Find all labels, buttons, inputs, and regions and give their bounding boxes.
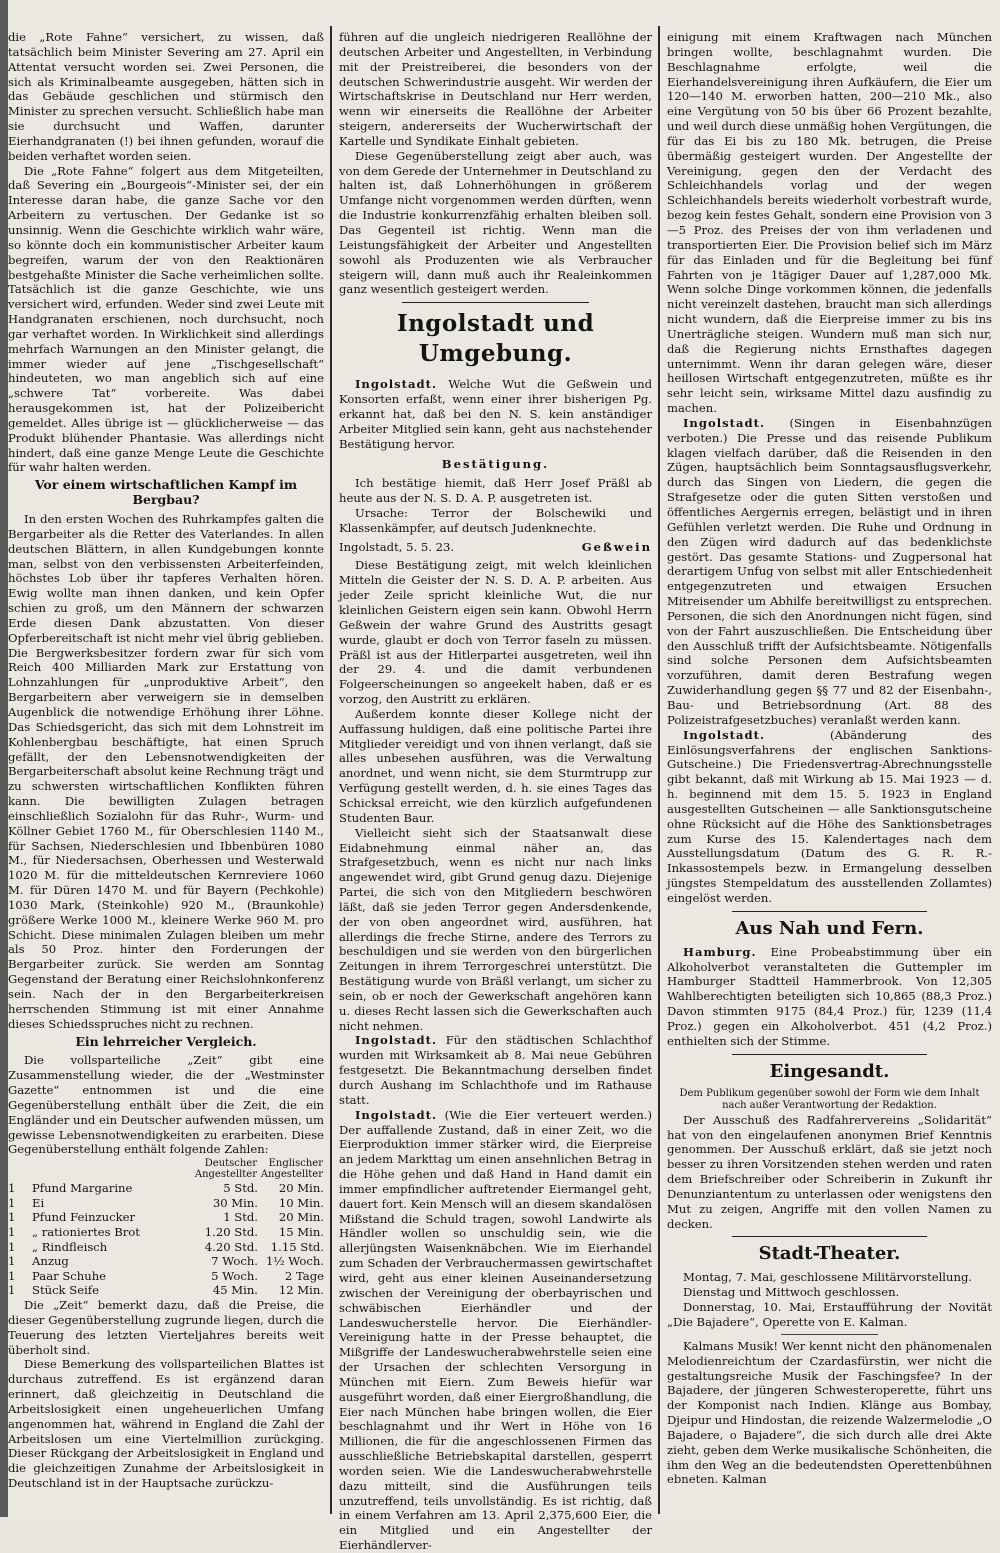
paragraph-text: (Singen in Eisenbahnzügen verboten.) Die Presse und das reisende Publikum klagen vielfach darüber, daß die Reisenden in den Zügen, hauptsächlich beim Sonntagsausflugsverkehr, durch das Singen von Liedern, die gegen die Strafgesetze oder die guten Sitten verstoßen und öffentliches Aergernis erregen, belästigt und in ihren Gefühlen verletzt werden. Die Ruhe und Ordnung in den Zügen wird dadurch auf das bedenklichste gestört. Das gesamte Stations- und Zugpersonal hat derartigem Unfug von selbst mit aller Entschiedenheit entgegenzutreten und etwaigen Ersuchen Mitreisender um Abhilfe bereitwilligst zu entsprechen. Personen, die sich den Anordnungen nicht fügen, sind von der Fahrt auszuschließen. Die Entscheidung über den Ausschluß trifft der Aufsichtsbeamte. Nötigenfalls sind solche Personen dem Aufsichtsbeamten vorzuführen, damit deren Bestrafung wegen Zuwiderhandlung gegen §§ 77 und 82 der Eisenbahn-, Bau- und Betriebsordnung (Art. 88 des Polizeistrafgesetzbuches) veranlaßt werden kann.	[667, 415, 992, 727]
theater-listing: Dienstag und Mittwoch geschlossen.	[683, 1285, 900, 1300]
dateline: Ingolstadt.	[355, 377, 437, 392]
dateline: Ingolstadt.	[683, 727, 765, 742]
dateline: Ingolstadt.	[355, 1033, 437, 1048]
column-rule-2	[658, 26, 660, 1514]
dateline: Ingolstadt.	[355, 1107, 437, 1122]
table-cell-item: Pfund Feinzucker	[32, 1210, 136, 1225]
divider	[732, 1236, 927, 1237]
theater-listing: Montag, 7. Mai, geschlossene Militärvorstellung.	[683, 1270, 973, 1285]
paragraph-text: Welche Wut die Geßwein und Konsorten erfaßt, wenn einer ihrer bisherigen Pg. erkannt hat, daß bei den N. S. kein anständiger Arbeiter Mitglied sein kann, geht aus nachstehender Bestätigung hervor.	[339, 377, 653, 451]
table-row	[8, 1196, 324, 1211]
paragraph: Vielleicht sieht sich der Staatsanwalt diese Eidabnehmung einmal näher an, das Strafgesetzbuch, wenn es nicht nur nach links angewendet wird, gibt Grund genug dazu. Diejenige Partei, die sich von den Mitgliedern beschwören läßt, daß sie jeden Terror gegen Andersdenkende, der von oben angeordnet wird, ausführen, hat allerdings die freche Stirne, andere des Terrors zu beschuldigen und sie werden von den bürgerlichen Zeitungen in ihrem Terrorgeschrei unterstützt. Die Bestätigung wurde von Bräßl verlangt, um sicher zu sein, ob er noch der Gewerkschaft angehören kann u. dieses Recht lassen sich die Gewerkschaften auch nicht nehmen.	[339, 825, 652, 1033]
table-cell-qty: 1	[8, 1181, 16, 1196]
section-heading-eingesandt: Eingesandt.	[769, 1060, 890, 1082]
table-cell-german: 1.20 Std.	[204, 1225, 258, 1240]
table-cell-item: Stück Seife	[32, 1283, 99, 1298]
table-body	[8, 1181, 324, 1298]
divider	[732, 1054, 927, 1055]
table-row	[8, 1269, 324, 1284]
table-header-english: Englischer Angestellter	[260, 1158, 323, 1181]
paragraph: Der Ausschuß des Radfahrervereins „Solidarität“ hat von den eingelaufenen anonymen Brief Kenntnis genommen. Der Ausschuß erklärt, daß sie jetzt noch besser zu ihren Vorsitzenden stehen werden und raten dem Briefschreiber oder Schreiberin in Zukunft ihr Denunziantentum zu unterlassen oder wenigstens den Mut zu zeigen, Angriffe mit den vollen Namen zu decken.	[667, 1112, 992, 1231]
table-row	[8, 1210, 324, 1225]
table-cell-english: 10 Min.	[278, 1195, 324, 1210]
table-cell-qty: 1	[8, 1195, 16, 1210]
paragraph: Kalmans Musik! Wer kennt nicht den phänomenalen Melodienreichtum der Czardasfürstin, wer nicht die gestaltungsreiche Musik der Faschingsfee? In der Bajadere, der jüngeren Schwesteroperette, führt uns der Komponist nach Indien. Klänge aus Bombay, Djeipur und Hindostan, die reizende Walzermelodie „O Bajadere, o Bajadere“, die sich durch alle drei Akte zieht, geben dem Werke musikalische Schönheiten, die ihm den Weg an die bedeutendsten Operettenbühnen ebneten. Kalman	[667, 1338, 992, 1487]
paragraph: Diese Bemerkung des vollsparteilichen Blattes ist durchaus zutreffend. Es ist ergänzend daran erinnert, daß gleichzeitig in Deutschland die Arbeitslosigkeit einen ungeheuerlichen Umfang angenommen hat, während in England die Zahl der Arbeitslosen um eine Viertelmillion zurückging. Dieser Rückgang der Arbeitslosigkeit in England und die gleichzeitigen Zunahme der Arbeitslosigkeit in Deutschland ist in der Hauptsache zurückzu-	[8, 1357, 324, 1491]
table-cell-german: 5 Std.	[223, 1181, 258, 1196]
table-cell-item: Anzug	[32, 1254, 69, 1269]
table-cell-english: 2 Tage	[284, 1268, 324, 1283]
paragraph-text: (Wie die Eier verteuert werden.) Der auffallende Zustand, daß in einer Zeit, wo die Eierproduktion immer stärker wird, die Eierpreise an jedem Markttag um einen ansehnlichen Betrag in die Höhe gehen und daß Hand in Hand damit ein immer empfindlicher auftretender Eiermangel geht, dauert fort. Kein Mensch will an diesem skandalösen Mißstand die Schuld tragen, sowohl Landwirte als Händler wollen so unschuldig sein, wie die allerjüngsten Waisenknäbchen. Wie im Eierhandel zum Schaden der Verbrauchermassen gewirtschaftet wird, geht aus einer kleinen Auseinandersetzung zwischen der Vereinigung der oberbayrischen und schwäbischen Eierhändler und der Landeswucherstelle hervor. Die Eierhändler-Vereinigung hatte in der Presse behauptet, die Mißgriffe der Landeswucherabwehrstelle seien eine der Ursachen der schlechten Versorgung in München mit Eiern. Zum Beweis hiefür war ausgeführt worden, daß einer Eiergroßhandlung, die Eier nach München habe bringen wollen, die Eier beschlagnahmt und ihr Wert in Höhe von 16 Millionen, die für die angeschlossenen Firmen das ausschließliche Betriebskapital darstellen, gesperrt worden seien. Wie die Landeswucherabwehrstelle dazu mitteilt, sind die Ausführungen teils unzutreffend, teils unvollständig. Es ist richtig, daß in einem Verfahren am 13. April 2,375,600 Eier, die ein Mitglied und ein Angestellter der Eierhändlerver-	[339, 1107, 652, 1553]
table-cell-item: „ rationiertes Brot	[32, 1225, 140, 1240]
table-row	[8, 1283, 324, 1298]
table-header-german: Deutscher Angestellter	[194, 1158, 258, 1181]
table-cell-item: Paar Schuhe	[32, 1268, 107, 1283]
column-3	[667, 30, 992, 1510]
paragraph: führen auf die ungleich niedrigeren Reallöhne der deutschen Arbeiter und Angestellten, in Verbindung mit der Preistreiberei, die besonders von der deutschen Schwerindustrie ausgeht. Wir werden der Wirtschaftskrise in Deutschland nur Herr werden, wenn wir einerseits die Reallöhne der Arbeiter steigern, andererseits der Wucherwirtschaft der Kartelle und Syndikate Einhalt gebieten.	[339, 30, 652, 148]
paragraph: die „Rote Fahne“ versichert, zu wissen, daß tatsächlich beim Minister Severing am 27. April ein Attentat versucht worden sei. Zwei Personen, die sich als Kriminalbeamte ausgegeben, hätten sich in das Gebäude geschlichen und stürmisch den Minister zu sprechen versucht. Schließlich habe man sie durchsucht und Waffen, darunter Eierhandgranaten (!) bei ihnen gefunden, worauf die beiden verhaftet worden seien.	[8, 30, 324, 163]
table-cell-german: 30 Min.	[212, 1195, 258, 1210]
paragraph: einigung mit einem Kraftwagen nach München bringen wollte, beschlagnahmt wurden. Die Beschlagnahme erfolgte, weil die Eierhandelsvereinigung ihren Aufkäufern, die Eier um 120—140 M. erworben hatten, 200—210 Mk., also eine Vergütung von 50 bis über 66 Prozent bezahlte, und weil durch diese unmäßig hohen Vergütungen, die für das Ei bis zu 180 Mk. betrugen, die Preise übermäßig gesteigert wurden. Der Angestellte der Vereinigung, gegen den der Verdacht des Schleichhandels vorlag und der wegen Schleichhandels bereits wiederholt vorbestraft wurde, bezog kein festes Gehalt, sondern eine Provision von 3—5 Proz. des Preises der von ihm verladenen und transportierten Eier. Die Provision belief sich im März für das Einladen und für die Begleitung bei fünf Fahrten von je 1tägiger Dauer auf 1,287,000 Mk. Wenn solche Dinge vorkommen können, die jedenfalls nicht vereinzelt dastehen, braucht man sich allerdings nicht wundern, daß die Eierpreise immer zu bis ins Unerträgliche steigen. Wundern muß man sich nur, daß die Regierung nichts Ernsthaftes dagegen unternimmt. Wenn ihr daran gelegen wäre, dieser heillosen Wirtschaft entgegenzutreten, müßte es ihr sehr leicht sein, wirksame Mittel dazu ausfindig zu machen.	[667, 30, 992, 416]
paragraph-text: Eine Probeabstimmung über ein Alkoholverbot veranstalteten die Guttempler im Hamburger Stadtteil Hammerbrook. Von 12,305 Wahlberechtigten beteiligten sich 10,865 (88,3 Proz.) Davon stimmten 9175 (84,4 Proz.) für, 1239 (11,4 Proz.) gegen ein Alkoholverbot. 451 (4,2 Proz.) enthielten sich der Stimme.	[667, 944, 993, 1048]
table-cell-german: 45 Min.	[212, 1283, 258, 1298]
table-cell-english: 20 Min.	[278, 1210, 324, 1225]
table-cell-english: 15 Min.	[278, 1225, 324, 1240]
paragraph: Die „Zeit“ bemerkt dazu, daß die Preise, die dieser Gegenüberstellung zugrunde liegen, durch die Teuerung des letzten Vierteljahres bereits weit überholt sind.	[8, 1298, 324, 1357]
paragraph: Die vollsparteiliche „Zeit“ gibt eine Zusammenstellung wieder, die der „Westminster Gazette“ entnommen ist und die eine Gegenüberstellung enthält über die Zeit, die ein Engländer und ein Deutscher aufwenden müssen, um gewisse Lebensnotwendigkeiten zu erarbeiten. Diese Gegenüberstellung enthält folgende Zahlen:	[8, 1053, 324, 1157]
confirmation-title: Bestätigung.	[441, 457, 550, 472]
table-cell-english: 1½ Woch.	[265, 1254, 324, 1269]
comparison-table	[8, 1157, 324, 1298]
table-cell-english: 12 Min.	[278, 1283, 324, 1298]
column-1	[8, 30, 324, 1510]
paragraph: Außerdem konnte dieser Kollege nicht der Auffassung huldigen, daß eine politische Partei ihre Mitglieder vereidigt und von ihnen verlangt, daß sie alles unbesehen ausführen, was die Verwaltung anordnet, und wenn nicht, sie dem Sturmtrupp zur Verfügung gestellt werden, d. h. sie eines Tages das Schicksal erreicht, wie den kürzlich aufgefundenen Studenten Baur.	[339, 706, 652, 825]
confirmation-signature-line	[339, 540, 652, 555]
divider	[402, 302, 590, 303]
section-heading-nah-fern: Aus Nah und Fern.	[735, 917, 924, 939]
table-cell-german: 5 Woch.	[211, 1268, 258, 1283]
editorial-disclaimer: Dem Publikum gegenüber sowohl der Form wie dem Inhalt nach außer Verantwortung der Redaktion.	[679, 1087, 980, 1112]
confirmation-cause: Ursache: Terror der Bolschewiki und Klassenkämpfer, auf deutsch Judenknechte.	[339, 505, 652, 535]
confirmation-body: Ich bestätige hiemit, daß Herr Josef Präßl ab heute aus der N. S. D. A. P. ausgetreten ist.	[339, 476, 652, 506]
table-cell-qty: 1	[8, 1283, 16, 1298]
table-cell-qty: 1	[8, 1254, 16, 1269]
subheading-bergbau: Vor einem wirtschaftlichen Kampf im Bergbau?	[34, 477, 298, 508]
table-cell-qty: 1	[8, 1239, 16, 1254]
divider	[732, 911, 927, 912]
table-cell-qty: 1	[8, 1225, 16, 1240]
dateline: Ingolstadt.	[683, 415, 765, 430]
table-row	[8, 1181, 324, 1196]
subheading-vergleich: Ein lehrreicher Vergleich.	[75, 1033, 257, 1049]
table-row	[8, 1225, 324, 1240]
table-cell-german: 1 Std.	[223, 1210, 258, 1225]
paragraph-text: Für den städtischen Schlachthof wurden mit Wirksamkeit ab 8. Mai neue Gebühren festgesetzt. Die Bekanntmachung derselben findet durch Aushang im Schlachthofe und im Rathause statt.	[339, 1033, 653, 1107]
table-row	[8, 1254, 324, 1269]
table-cell-item: „ Rindfleisch	[32, 1239, 108, 1254]
column-rule-1	[330, 26, 332, 1514]
paragraph-text: (Abänderung des Einlösungsverfahrens der englischen Sanktions-Gutscheine.) Die Friedensvertrag-Abrechnungsstelle gibt bekannt, daß mit Wirkung ab 15. Mai 1923 — d. h. beginnend mit dem 15. 5. 1923 in England ausgestellten Gutscheinen — alle Sanktionsgutscheine ohne Rücksicht auf die Höhe des Sanktionsbetrages zum Kurse des 15. Kalendertages nach dem Ausstellungsdatum (Datum des G. R. R.-Inkassostempels bezw. in Ermangelung desselben jüngstes Stempeldatum des ausstellenden Zollamtes) eingelöst werden.	[667, 727, 993, 905]
paragraph: In den ersten Wochen des Ruhrkampfes galten die Bergarbeiter als die Retter des Vaterlandes. In allen deutschen Blättern, in allen Kundgebungen konnte man, selbst von den verbissensten Arbeiterfeinden, höchstes Lob über ihr tapferes Verhalten hören. Ewig wollte man ihnen danken, und kein Opfer schien zu groß, um den Männern der schwarzen Erde diesen Dank abzustatten. Von dieser Opferbereitschaft ist nicht mehr viel übrig geblieben. Die Bergwerksbesitzer fordern zwar für sich vom Reich 400 Milliarden Mark zur Erstattung von Lohnzahlungen für „unproduktive Arbeit“, den Bergarbeitern aber verweigern sie in demselben Augenblick die notwendige Erhöhung ihrer Löhne. Das Schiedsgericht, das sich mit dem Lohnstreit im Kohlenbergbau beschäftigte, hat einen Spruch gefällt, der den Lebensnotwendigkeiten der Bergarbeiterschaft absolut keine Rechnung trägt und zu schwersten wirtschaftlichen Konflikten führen kann. Die bewilligten Zulagen betragen einschließlich Sozialohn für das Ruhr-, Wurm- und Köllner Gebiet 1760 M., für Oberschlesien 1140 M., für Sachsen, Niederschlesien und Ibbenbüren 1080 M., für Niedersachsen, Oberhessen und Westerwald 1020 M. für die mitteldeutschen Kernreviere 1060 M. für Düren 1470 M. und für Bayern (Pechkohle) 1030 Mark, (Steinkohle) 920 M., (Braunkohle) größere Werke 1000 M., kleinere Werke 960 M. pro Schicht. Diese minimalen Zulagen bleiben um mehr als 50 Proz. hinter den Forderungen der Bergarbeiter zurück. Sie werden am Sonntag Gegenstand der Beratung einer Reichslohnkonferenz sein. Nach der in den Bergarbeiterkreisen herrschenden Stimmung ist mit einer Annahme dieses Schiedsspruches nicht zu rechnen.	[8, 512, 324, 1031]
section-heading-ingolstadt: Ingolstadt und Umgebung.	[396, 310, 595, 368]
table-cell-item: Ei	[32, 1195, 45, 1210]
theater-listing: Donnerstag, 10. Mai, Erstaufführung der Novität „Die Bajadere“, Operette von E. Kalman.	[667, 1300, 992, 1329]
dateline: Hamburg.	[683, 944, 757, 959]
binding-shadow	[0, 0, 8, 1517]
paragraph: Die „Rote Fahne“ folgert aus dem Mitgeteilten, daß Severing ein „Bourgeois“-Minister sei, der ein Interesse daran habe, die ganze Sache vor den Arbeitern zu vertuschen. Der Gedanke ist so unsinnig. Wenn die Geschichte wirklich wahr wäre, so könnte doch ein kommunistischer Arbeiter kaum begreifen, warum der von den Reaktionären bestgehaßte Minister die Sache verheimlichen sollte. Tatsächlich ist die ganze Geschichte, wie uns versichert wird, erfunden. Weder sind zwei Leute mit Handgranaten erschienen, noch durchsucht, noch gar verhaftet worden. In Wirklichkeit sind allerdings mehrfach Warnungen an den Minister gelangt, die immer wieder auf jene „Tischgesellschaft“ hindeuteten, wo man angeblich sich auf eine „schwere Tat“ vorbereite. Was dabei herausgekommen ist, hat der Polizeibericht gemeldet. Alles übrige ist — glücklicherweise — das Produkt blühender Phantasie. Was allerdings nicht hindert, daß eine ganze Menge Leute die Geschichte für wahr halten werden.	[8, 163, 324, 475]
paragraph: Diese Bestätigung zeigt, mit welch kleinlichen Mitteln die Geister der N. S. D. A. P. arbeiten. Aus jeder Zeile spricht kleinliche Wut, die nur kleinlichen Geistern eigen sein kann. Obwohl Herrn Geßwein der wahre Grund des Austritts gesagt wurde, glaubt er doch von Terror faseln zu müssen. Präßl ist aus der Hitlerpartei ausgetreten, weil ihn der 29. 4. und die damit verbundenen Folgeerscheinungen so angeekelt haben, daß er es vorzog, den Austritt zu erklären.	[339, 558, 652, 707]
confirmation-signature: Geßwein	[581, 539, 652, 554]
table-cell-qty: 1	[8, 1268, 16, 1283]
divider	[781, 1334, 879, 1335]
confirmation-date: Ingolstadt, 5. 5. 23.	[339, 539, 455, 554]
column-2	[339, 30, 653, 1553]
table-cell-item: Pfund Margarine	[32, 1181, 133, 1196]
table-cell-english: 20 Min.	[278, 1181, 324, 1196]
paragraph: Diese Gegenüberstellung zeigt aber auch, was von dem Gerede der Unternehmer in Deutschland zu halten ist, daß Lohnerhöhungen in größerem Umfange nicht vorgenommen werden dürften, wenn die Industrie konkurrenzfähig erhalten bleiben soll. Das Gegenteil ist richtig. Wenn man die Leistungsfähigkeit der Arbeiter und Angestellten sowohl als Produzenten wie als Verbraucher steigern will, dann muß auch ihr Realeinkommen ganz wesentlich gesteigert werden.	[339, 148, 652, 297]
table-cell-qty: 1	[8, 1210, 16, 1225]
table-cell-english: 1.15 Std.	[270, 1239, 324, 1254]
section-heading-theater: Stadt-Theater.	[758, 1243, 901, 1265]
table-header-row	[8, 1157, 324, 1181]
table-cell-german: 4.20 Std.	[204, 1239, 258, 1254]
table-cell-german: 7 Woch.	[211, 1254, 258, 1269]
table-row	[8, 1240, 324, 1255]
